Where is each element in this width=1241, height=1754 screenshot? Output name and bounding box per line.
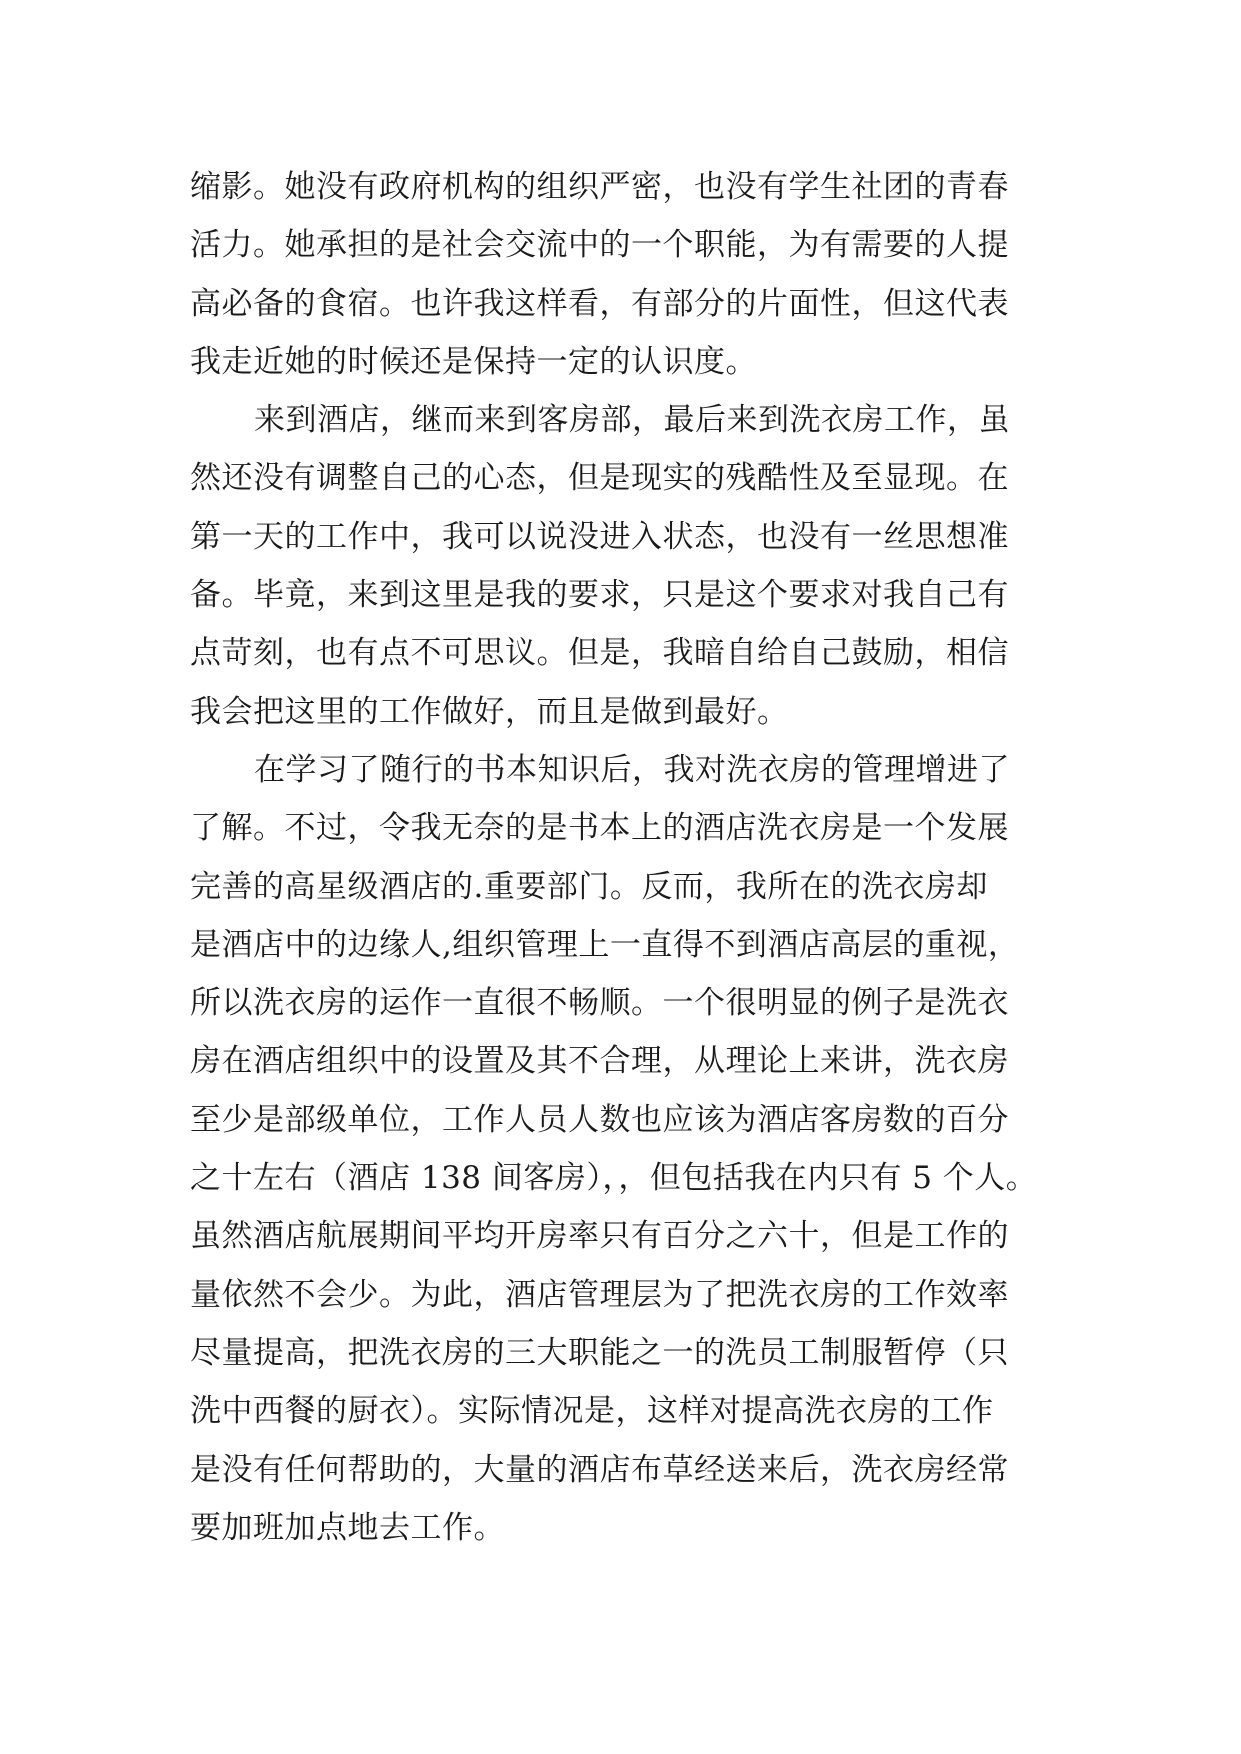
text-line: 备。毕竟，来到这里是我的要求，只是这个要求对我自己有 [190,577,1009,614]
text-line: 活力。她承担的是社会交流中的一个职能，为有需要的人提 [190,227,1009,264]
text-line: 至少是部级单位，工作人员人数也应该为酒店客房数的百分 [190,1101,1009,1138]
text-line: 然还没有调整自己的心态，但是现实的残酷性及至显现。在 [190,460,1009,497]
paragraph-1 [190,158,1090,391]
text-line: 尽量提高，把洗衣房的三大职能之一的洗员工制服暂停（只 [190,1334,1009,1371]
document-body [190,158,1090,1557]
text-line: 是酒店中的边缘人,组织管理上一直得不到酒店高层的重视， [190,926,1020,963]
text-line: 高必备的食宿。也许我这样看，有部分的片面性，但这代表 [190,285,1009,322]
text-line: 我会把这里的工作做好，而且是做到最好。 [190,693,789,730]
text-line: 要加班加点地去工作。 [190,1509,505,1546]
text-line: 所以洗衣房的运作一直很不畅顺。一个很明显的例子是洗衣 [190,985,1009,1022]
text-line: 来到酒店，继而来到客房部，最后来到洗衣房工作，虽 [254,402,1010,439]
paragraph-3 [190,741,1090,1557]
text-line: 完善的高星级酒店的.重要部门。反而，我所在的洗衣房却 [190,868,988,905]
text-line: 在学习了随行的书本知识后，我对洗衣房的管理增进了 [254,751,1010,788]
text-line: 缩影。她没有政府机构的组织严密，也没有学生社团的青春 [190,169,1009,205]
text-line: 洗中西餐的厨衣）。实际情况是，这样对提高洗衣房的工作 [190,1393,994,1430]
text-line: 房在酒店组织中的设置及其不合理，从理论上来讲，洗衣房 [190,1043,1009,1080]
text-line: 第一天的工作中，我可以说没进入状态，也没有一丝思想准 [190,518,1009,555]
text-line: 了解。不过，令我无奈的是书本上的酒店洗衣房是一个发展 [190,810,1009,847]
paragraph-2 [190,391,1090,741]
text-line: 我走近她的时候还是保持一定的认识度。 [190,343,757,380]
text-line: 之十左右（酒店 138 间客房），，但包括我在内只有 5 个人。 [190,1160,1038,1197]
text-line: 量依然不会少。为此，酒店管理层为了把洗衣房的工作效率 [190,1276,1009,1313]
text-line: 虽然酒店航展期间平均开房率只有百分之六十，但是工作的 [190,1218,1009,1255]
text-line: 点苛刻，也有点不可思议。但是，我暗自给自己鼓励，相信 [190,635,1009,672]
text-line: 是没有任何帮助的，大量的酒店布草经送来后，洗衣房经常 [190,1451,1009,1488]
